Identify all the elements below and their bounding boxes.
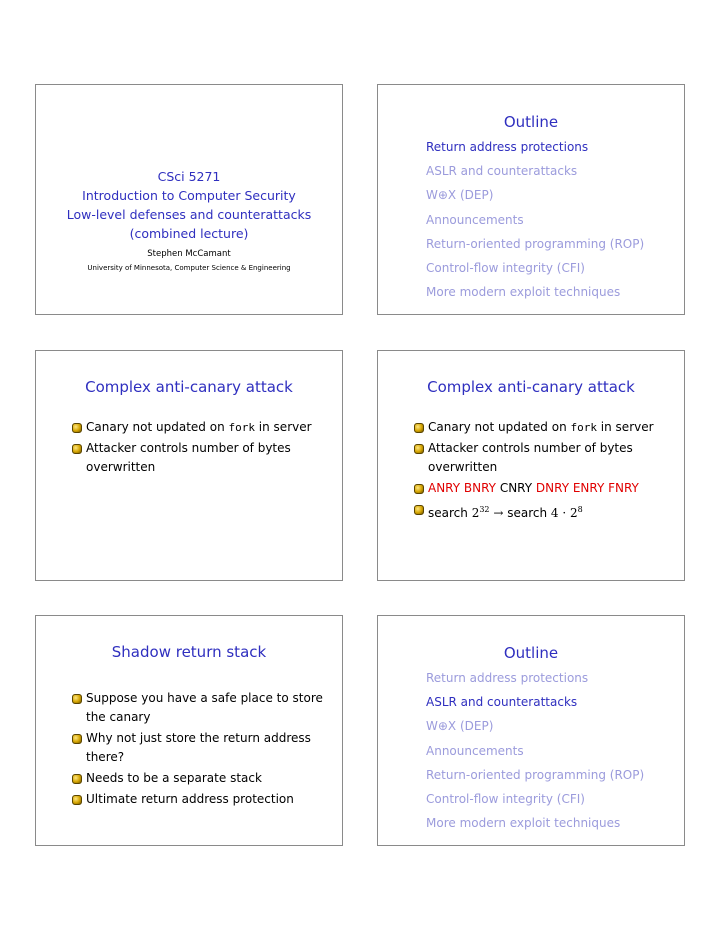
bullet-icon [72,734,82,744]
course-number: CSci 5271 [157,169,221,184]
bullet-list [72,689,334,811]
code-text: fork [228,421,255,434]
bullet-text: Attacker controls number of bytes overwritten [86,441,291,474]
arrow: → [489,506,508,520]
math-exponent: 8 [577,505,583,514]
bullet-item [414,500,676,523]
outline-item: More modern exploit techniques [426,816,621,831]
bullet-icon [72,423,82,433]
slide-outline-1 [377,84,685,315]
outline-item: Control-flow integrity (CFI) [426,791,585,806]
bullet-item [72,418,334,437]
outline-item: Return-oriented programming (ROP) [426,767,645,782]
bullet-item [72,790,334,809]
outline-item: Announcements [426,212,524,227]
bullet-text: Suppose you have a safe place to store the canary [86,691,323,724]
outline-item: W⊕X (DEP) [426,188,494,203]
outline-item: ASLR and counterattacks [426,695,578,710]
slide-heading: Complex anti-canary attack [427,378,635,396]
course-title: Introduction to Computer Security [82,188,296,203]
slide-shadow-stack [35,615,343,846]
bullet-text: Ultimate return address protection [86,792,294,806]
title-block [36,167,342,275]
bullet-text: Canary not updated on [86,420,229,434]
bullet-icon [414,444,424,454]
canary-guesses-red: ANRY BNRY [428,481,497,495]
bullet-text: search [428,506,472,520]
bullet-item [72,769,334,788]
bullet-icon [72,444,82,454]
outline-item: Return address protections [426,671,589,685]
outline-item: ASLR and counterattacks [426,164,578,179]
canary-guesses-red: DNRY ENRY FNRY [535,481,639,495]
bullet-item [414,418,676,437]
bullet-text: Why not just store the return address there? [86,731,311,764]
math-text: 2 [471,506,480,520]
bullet-text: in server [596,420,654,434]
bullet-text: Needs to be a separate stack [86,771,262,785]
bullet-icon [414,484,424,494]
code-text: fork [570,421,597,434]
bullet-item [414,439,676,477]
bullet-text: in server [254,420,312,434]
outline-item: W⊕X (DEP) [426,719,494,734]
bullet-item [72,689,334,727]
outline-list [426,140,644,309]
bullet-icon [72,774,82,784]
slide-anti-canary-1 [35,350,343,581]
slide-heading: Outline [503,113,559,131]
slide-outline-2 [377,615,685,846]
bullet-text: Canary not updated on [428,420,571,434]
lecture-title: Low-level defenses and counterattacks [66,207,312,222]
slide-heading: Shadow return stack [111,643,267,661]
slide-heading: Complex anti-canary attack [85,378,293,396]
bullet-item [72,439,334,477]
bullet-item [72,729,334,767]
bullet-text: Attacker controls number of bytes overwritten [428,441,633,474]
bullet-text: search [507,506,551,520]
math-exponent: 32 [479,505,490,514]
bullet-list [72,418,334,479]
math-text: 4 · 2 [550,506,578,520]
lecture-note: (combined lecture) [129,226,249,241]
bullet-icon [72,795,82,805]
outline-item: More modern exploit techniques [426,285,621,300]
outline-item: Control-flow integrity (CFI) [426,260,585,275]
slide-anti-canary-2 [377,350,685,581]
bullet-icon [414,423,424,433]
bullet-item [414,479,676,498]
bullet-list [414,418,676,525]
affiliation: University of Minnesota, Computer Science & Engineering [87,264,291,272]
outline-list [426,671,644,840]
outline-item: Announcements [426,743,524,758]
outline-item: Return-oriented programming (ROP) [426,236,645,251]
bullet-icon [414,505,424,515]
slide-heading: Outline [503,644,559,662]
outline-item: Return address protections [426,140,589,154]
author: Stephen McCamant [147,249,231,259]
canary-guess-black: CNRY [496,481,536,495]
bullet-icon [72,694,82,704]
slide-title [35,84,343,315]
